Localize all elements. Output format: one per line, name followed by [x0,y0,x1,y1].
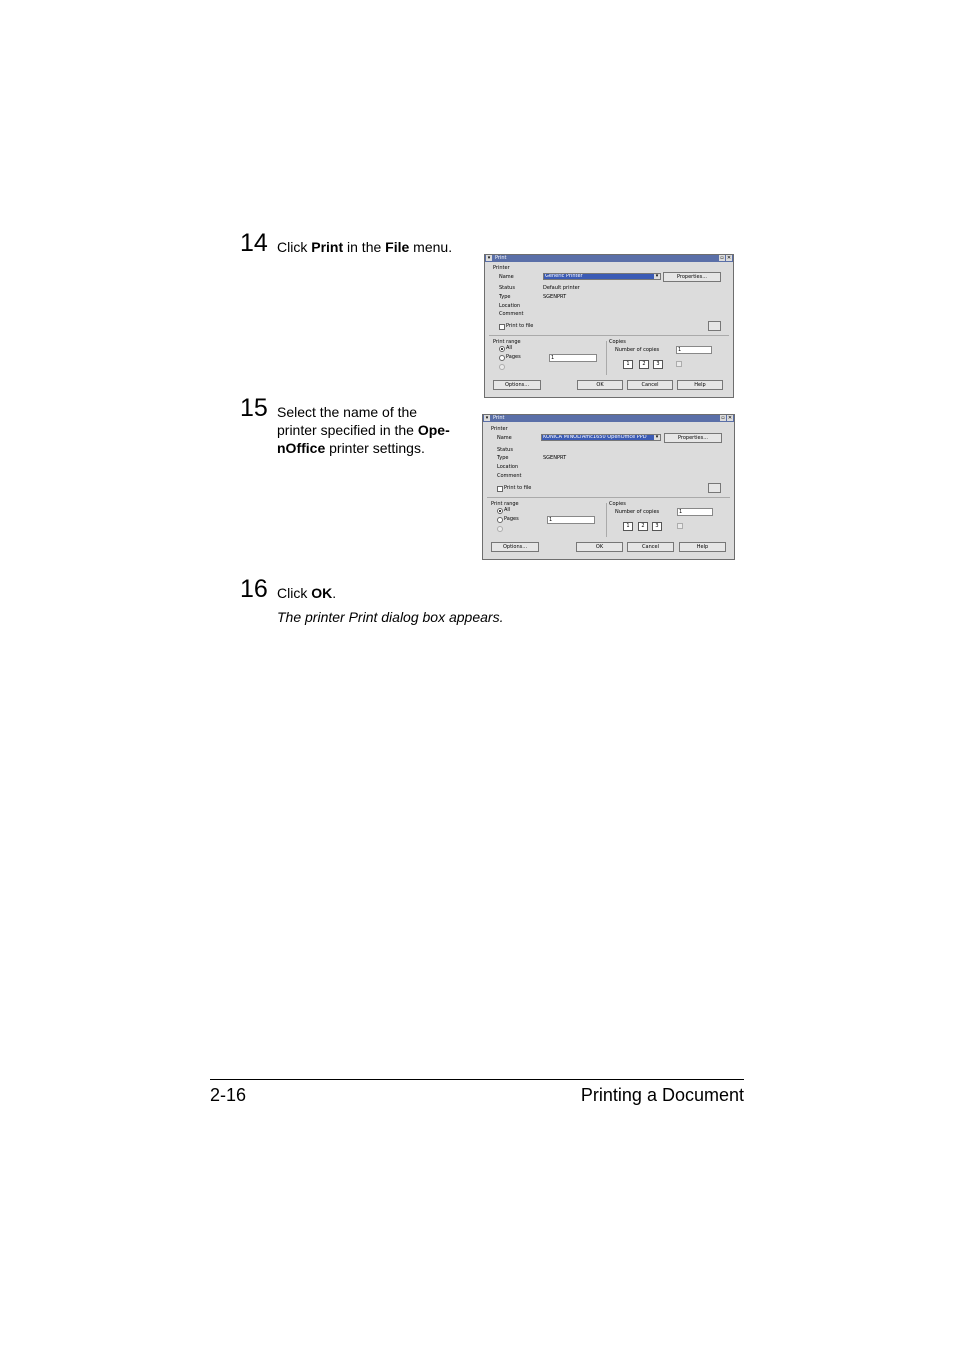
all-radio[interactable] [499,346,505,352]
print-range-label: Print range [491,501,519,507]
cancel-button[interactable]: Cancel [627,380,673,390]
status-value: Default printer [543,285,580,291]
step-15-line-1: Select the name of the [277,404,418,420]
copies-label: Copies [609,501,626,507]
copies-label: Copies [609,339,626,345]
pages-label: Pages [506,354,521,360]
number-of-copies-label: Number of copies [615,347,660,353]
chevron-down-icon: ▾ [655,434,659,440]
ok-button[interactable]: OK [576,542,623,552]
dialog-titlebar [485,255,733,262]
dialog-titlebar [483,415,734,422]
step-16-result: The printer Print dialog box appears. [277,609,504,625]
status-label: Status [497,447,513,453]
collate-checkbox [677,523,683,529]
cancel-button[interactable]: Cancel [627,542,674,552]
location-label: Location [497,464,519,470]
comment-label: Comment [499,311,524,317]
collate-icon-3: 3 [652,522,662,531]
collate-icon-3: 3 [653,360,663,369]
section-title: Printing a Document [580,1085,744,1105]
step-15-number: 15 [240,394,268,422]
name-label: Name [499,274,514,280]
step-14-print-bold: Print [311,239,344,255]
name-label: Name [497,435,512,441]
divider-vertical [606,341,607,375]
footer-rule [210,1079,744,1080]
printer-group-label: Printer [493,265,510,271]
properties-button[interactable]: Properties... [664,433,722,443]
collate-icon-1: 1 [623,360,633,369]
selection-radio [499,364,505,370]
step-15-text [277,403,462,457]
selection-radio [497,526,503,532]
print-to-file-checkbox[interactable] [497,486,503,492]
copies-input[interactable]: 1 [677,508,713,516]
step-15-line-3 [277,439,462,457]
step-15-openoffice-bold-b: nOffice [277,440,326,456]
collate-icon-2: 2 [638,522,648,531]
step-14-text [277,238,452,256]
pages-input[interactable]: 1 [549,354,597,362]
step-16-text [277,584,336,602]
step-16-ok-bold: OK [311,585,333,601]
divider [487,497,730,498]
comment-label: Comment [497,473,522,479]
dialog-title: Print [493,415,505,421]
copies-input[interactable]: 1 [676,346,712,354]
step-14-number: 14 [240,229,268,257]
ok-button[interactable]: OK [577,380,623,390]
step-15-openoffice-bold-a: Ope- [417,422,450,438]
restore-icon[interactable]: ▫ [720,255,724,261]
print-to-file-label: Print to file [504,485,532,491]
type-label: Type [499,294,511,300]
all-radio[interactable] [497,508,503,514]
file-browse-button[interactable] [708,321,721,331]
step-16-text-b: . [332,585,337,601]
properties-button[interactable]: Properties... [663,272,721,282]
step-14-text-c: menu. [409,239,453,255]
type-label: Type [497,455,509,461]
step-14-text-a: Click [277,239,312,255]
help-button[interactable]: Help [679,542,726,552]
step-15-line-3-text: printer settings. [325,440,425,456]
pages-radio[interactable] [497,517,503,523]
pages-radio[interactable] [499,355,505,361]
dialog-title: Print [495,255,507,261]
step-16-number: 16 [240,575,268,603]
print-dialog-screenshot-2 [482,414,735,560]
pages-input[interactable]: 1 [547,516,595,524]
location-label: Location [499,303,521,309]
print-to-file-checkbox[interactable] [499,324,505,330]
printer-name-value: KONICA MINOLTAmc1650 OpenOffice PPD [543,434,647,440]
print-range-label: Print range [493,339,521,345]
number-of-copies-label: Number of copies [615,509,660,515]
close-icon[interactable]: ✕ [726,255,732,261]
file-browse-button[interactable] [708,483,721,493]
help-button[interactable]: Help [677,380,723,390]
print-to-file-label: Print to file [506,323,534,329]
step-15-line-2-text: printer specified in the [277,422,418,438]
printer-name-select[interactable] [543,273,661,280]
printer-name-select[interactable] [541,434,661,441]
step-16-text-a: Click [277,585,312,601]
options-button[interactable]: Options... [491,542,539,552]
type-value: SGENPRT [543,294,567,300]
collate-checkbox [676,361,682,367]
close-icon[interactable]: ✕ [727,415,733,421]
status-label: Status [499,285,515,291]
printer-name-value: Generic Printer [545,273,583,279]
all-label: All [504,507,511,513]
collate-icon-2: 2 [639,360,649,369]
page-number: 2-16 [210,1085,247,1105]
print-dialog-screenshot-1 [484,254,734,398]
divider-vertical [606,503,607,537]
chevron-down-icon: ▾ [655,273,659,279]
step-14-file-bold: File [385,239,410,255]
divider [489,335,729,336]
options-button[interactable]: Options... [493,380,541,390]
pages-label: Pages [504,516,519,522]
collate-icon-1: 1 [623,522,633,531]
step-15-line-2 [277,421,462,439]
window-menu-icon[interactable]: ▾ [487,255,491,261]
step-14-text-b: in the [343,239,386,255]
restore-icon[interactable]: ▫ [721,415,725,421]
window-menu-icon[interactable]: ▾ [485,415,489,421]
printer-group-label: Printer [491,426,508,432]
all-label: All [506,345,513,351]
type-value: SGENPRT [543,455,567,461]
